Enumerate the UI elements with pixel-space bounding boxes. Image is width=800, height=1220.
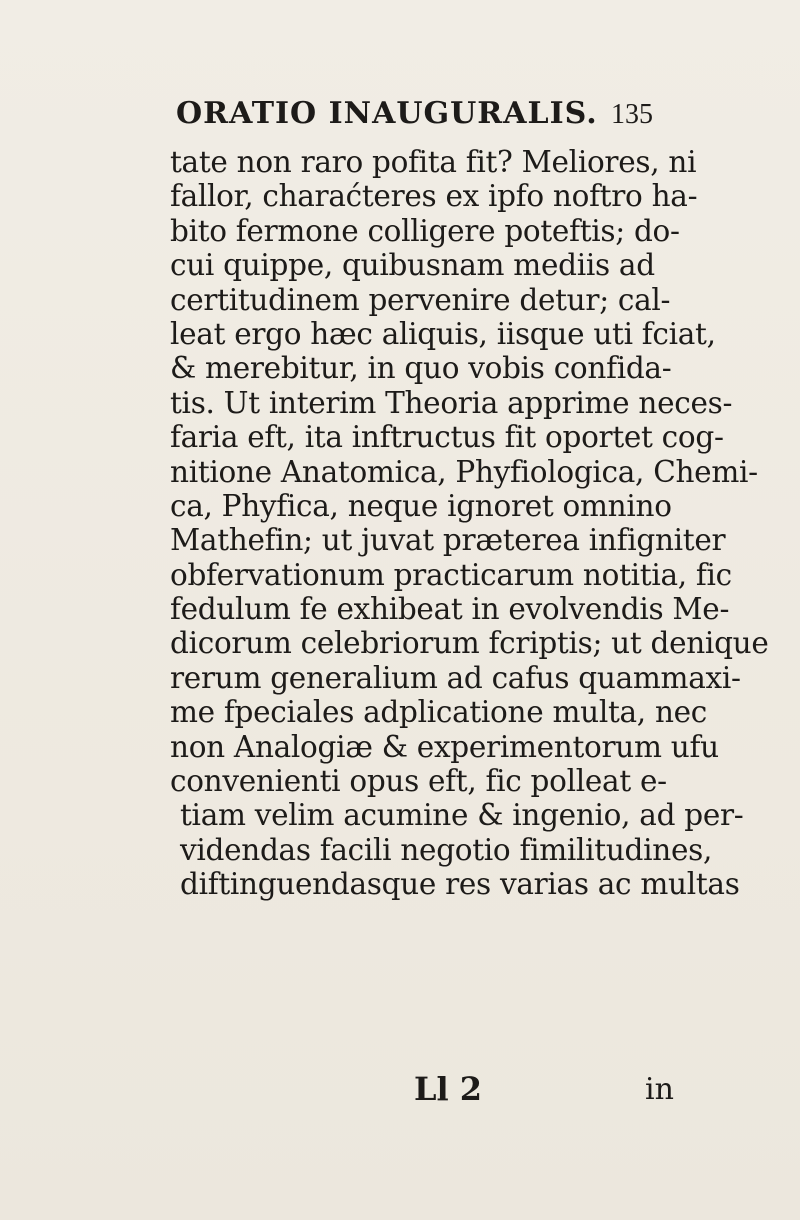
text-line: fallor, charaćteres ex ipfo noftro ha- <box>170 179 698 214</box>
running-title: ORATIO INAUGURALIS. <box>176 96 598 131</box>
text-line: leat ergo hæc aliquis, iisque uti fciat, <box>170 316 716 351</box>
text-line: tiam velim acumine & ingenio, ad per- <box>180 798 744 833</box>
text-line: certitudinem pervenire detur; cal- <box>170 282 671 317</box>
text-line: rerum generalium ad cafus quammaxi- <box>170 660 741 695</box>
text-line: non Analogiæ & experimentorum ufu <box>170 729 719 764</box>
text-line: cui quippe, quibusnam mediis ad <box>170 248 655 283</box>
text-line: convenienti opus eft, fic polleat e- <box>170 764 667 799</box>
text-line: bito fermone colligere poteftis; do- <box>170 213 680 248</box>
text-line: me fpeciales adplicatione multa, nec <box>170 695 708 730</box>
text-line: fedulum fe exhibeat in evolvendis Me- <box>170 592 730 627</box>
text-line: & merebitur, in quo vobis confida- <box>170 351 672 386</box>
page-number: 135 <box>611 99 653 130</box>
text-line: tis. Ut interim Theoria apprime neces- <box>170 385 733 420</box>
page-header <box>176 96 676 140</box>
text-line: Mathefin; ut juvat præterea infigniter <box>170 523 726 558</box>
text-line: obfervationum practicarum notitia, fic <box>170 557 732 592</box>
catchword: in <box>645 1072 674 1107</box>
page-footer <box>170 1070 680 1110</box>
signature-mark: Ll 2 <box>414 1070 483 1108</box>
text-line: ca, Phyfica, neque ignoret omnino <box>170 488 672 523</box>
text-line: nitione Anatomica, Phyfiologica, Chemi- <box>170 454 758 489</box>
text-line: tate non raro pofita fit? Meliores, ni <box>170 145 697 179</box>
body-text <box>170 145 769 902</box>
text-line: diftinguendasque res varias ac multas <box>180 867 740 902</box>
text-line: videndas facili negotio fimilitudines, <box>180 832 713 867</box>
text-line: faria eft, ita inftructus fit oportet cog- <box>170 420 724 455</box>
text-line: dicorum celebriorum fcriptis; ut denique <box>170 626 769 661</box>
